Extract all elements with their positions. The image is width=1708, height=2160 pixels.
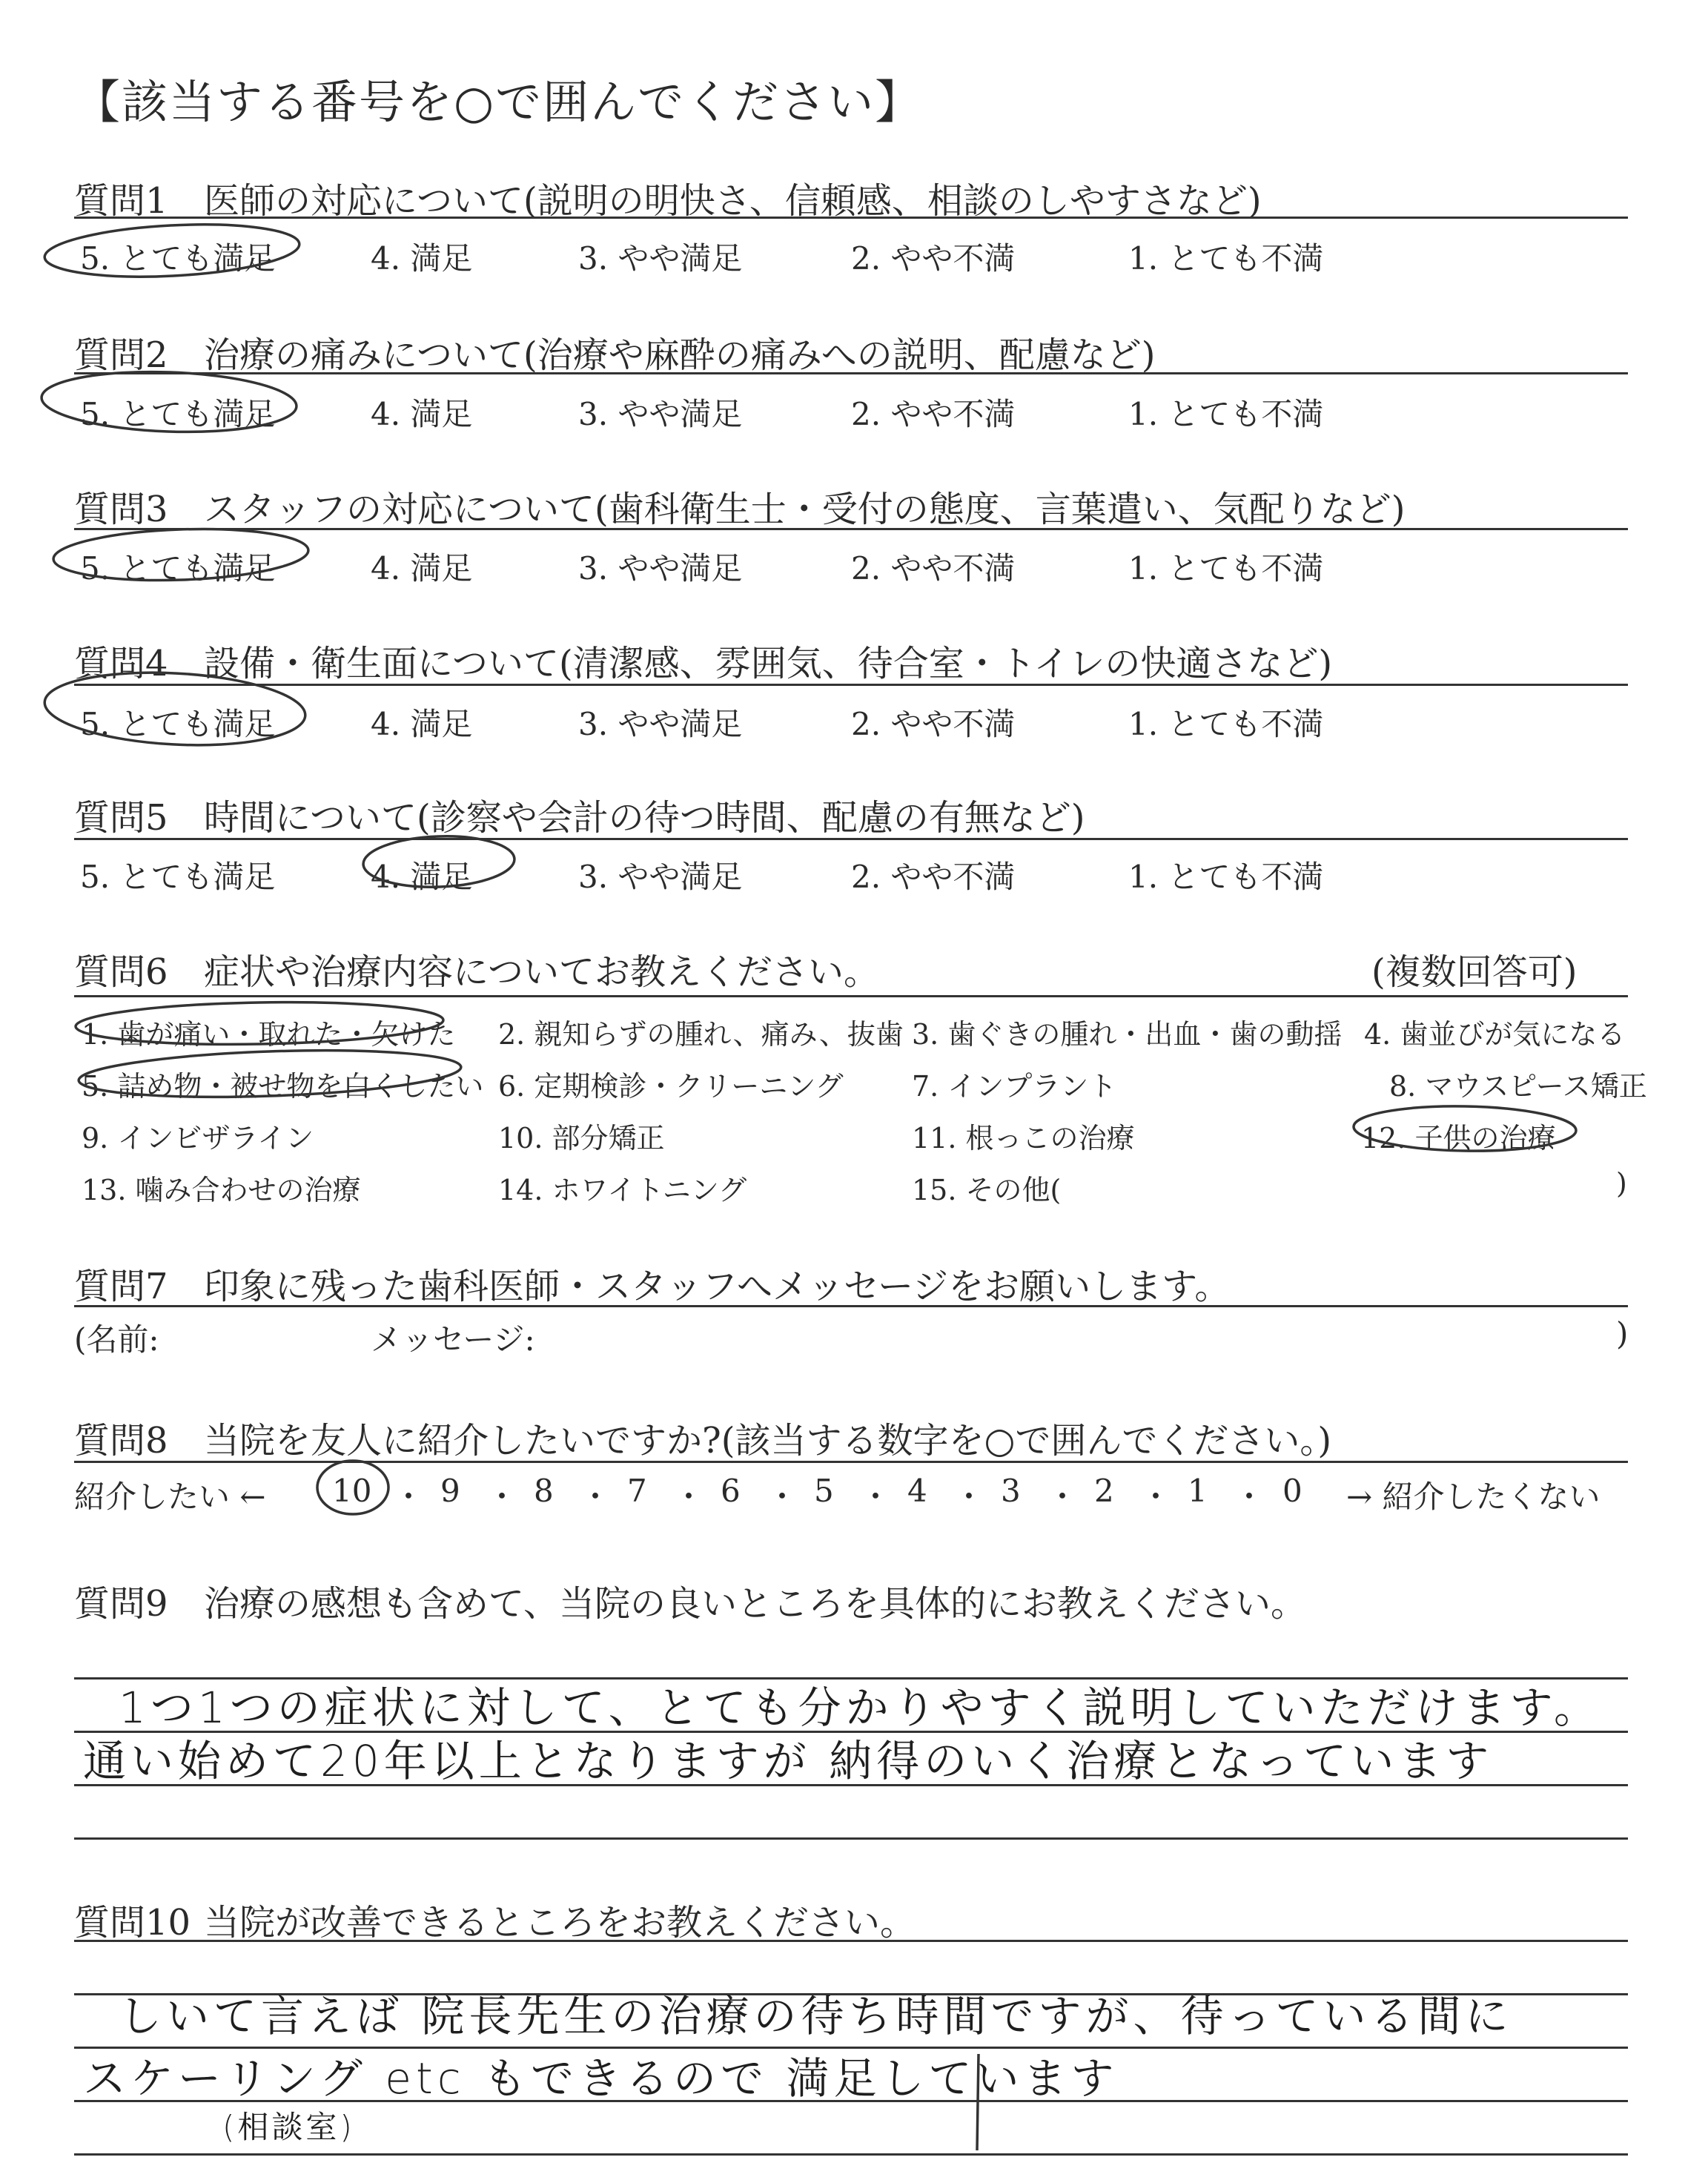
separator-dot: ・ — [1234, 1479, 1265, 1515]
name-label: (名前: — [74, 1321, 159, 1358]
question-text: 設備・衛生面について(清潔感、雰囲気、待合室・トイレの快適さなど) — [204, 643, 1333, 684]
q5-option-1[interactable]: 1. とても不満 — [1128, 859, 1324, 895]
question-number: 質問4 — [74, 643, 168, 684]
recommend-label: 紹介したい ← — [74, 1479, 266, 1515]
q1-option-4[interactable]: 4. 満足 — [371, 240, 473, 277]
separator-dot: ・ — [767, 1479, 798, 1515]
separator-dot: ・ — [486, 1479, 518, 1515]
q3-option-4[interactable]: 4. 満足 — [371, 550, 473, 587]
q4-option-5[interactable]: 5. とても満足 — [80, 706, 276, 742]
q6-option-12[interactable]: 12. 子供の治療 — [1361, 1122, 1556, 1155]
q6-option-3[interactable]: 3. 歯ぐきの腫れ・出血・歯の動揺 — [912, 1018, 1343, 1051]
question-text: 当院を友人に紹介したいですか?(該当する数字を○で囲んでください。) — [204, 1420, 1332, 1462]
q1-selection-circle — [43, 219, 300, 283]
handwritten-answer-line-1: 1つ1つの症状に対して、とても分かりやすく説明していただけます。 — [119, 1682, 1602, 1733]
q1-option-5[interactable]: 5. とても満足 — [80, 240, 276, 277]
q1-option-3[interactable]: 3. やや満足 — [578, 240, 743, 277]
q3-option-1[interactable]: 1. とても不満 — [1128, 550, 1324, 587]
question-number: 質問9 — [74, 1583, 168, 1625]
q6-option-10[interactable]: 10. 部分矯正 — [498, 1122, 665, 1155]
q6-option-6[interactable]: 6. 定期検診・クリーニング — [498, 1070, 844, 1103]
question-text: 印象に残った歯科医師・スタッフへメッセージをお願いします。 — [204, 1266, 1231, 1307]
handwritten-answer-line-1: しいて言えば 院長先生の治療の待ち時間ですが、待っている間に — [119, 1991, 1513, 2041]
handwritten-answer-line-2: 通い始めて20年以上となりますが 納得のいく治療となっています — [83, 1736, 1494, 1786]
q5-selection-circle — [363, 833, 515, 889]
score-7[interactable]: 7 — [627, 1473, 647, 1509]
question-number: 質問6 — [74, 951, 168, 993]
question-number: 質問8 — [74, 1420, 168, 1462]
question-text: 症状や治療内容についてお教えください。 — [204, 951, 880, 993]
q6-option-5[interactable]: 5. 詰め物・被せ物を白くしたい — [82, 1070, 484, 1103]
q2-option-5[interactable]: 5. とても満足 — [80, 396, 276, 432]
question-text: 治療の痛みについて(治療や麻酔の痛みへの説明、配慮など) — [204, 334, 1156, 376]
q6-option-12-circle — [1353, 1104, 1576, 1152]
page-title: 【該当する番号を○で囲んでください】 — [74, 75, 923, 129]
question-text: 時間について(診察や会計の待つ時間、配慮の有無など) — [204, 797, 1085, 839]
score-2[interactable]: 2 — [1094, 1473, 1114, 1509]
q6-option-11[interactable]: 11. 根っこの治療 — [912, 1122, 1135, 1155]
question-number: 質問10 — [74, 1902, 191, 1943]
q3-option-5[interactable]: 5. とても満足 — [80, 550, 276, 587]
separator-dot: ・ — [1140, 1479, 1172, 1515]
q6-option-9[interactable]: 9. インビザライン — [82, 1122, 314, 1155]
message-close-paren: ) — [1616, 1315, 1629, 1352]
q2-option-3[interactable]: 3. やや満足 — [578, 396, 743, 432]
handwritten-answer-line-2: スケーリング etc もできるので 満足しています — [83, 2053, 1119, 2104]
q3-option-2[interactable]: 2. やや不満 — [851, 550, 1016, 587]
question-text: 医師の対応について(説明の明快さ、信頼感、相談のしやすさなど) — [204, 180, 1262, 222]
q4-option-2[interactable]: 2. やや不満 — [851, 706, 1016, 742]
q4-option-1[interactable]: 1. とても不満 — [1128, 706, 1324, 742]
question-number: 質問7 — [74, 1266, 168, 1307]
score-6[interactable]: 6 — [721, 1473, 741, 1509]
q5-option-2[interactable]: 2. やや不満 — [851, 859, 1016, 895]
separator-dot: ・ — [953, 1479, 985, 1515]
separator-dot: ・ — [393, 1479, 425, 1515]
other-close-paren: ) — [1616, 1167, 1627, 1200]
q6-option-1[interactable]: 1. 歯が痛い・取れた・欠けた — [82, 1018, 456, 1051]
score-3[interactable]: 3 — [1001, 1473, 1021, 1509]
question-number: 質問1 — [74, 180, 168, 222]
q10-stroke — [977, 2054, 979, 2150]
separator-dot: ・ — [580, 1479, 612, 1515]
q2-option-4[interactable]: 4. 満足 — [371, 396, 473, 432]
question-text: スタッフの対応について(歯科衛生士・受付の態度、言葉遣い、気配りなど) — [204, 489, 1406, 530]
q2-option-2[interactable]: 2. やや不満 — [851, 396, 1016, 432]
question-number: 質問3 — [74, 489, 168, 530]
score-0[interactable]: 0 — [1282, 1473, 1302, 1509]
q6-option-5-circle — [78, 1045, 462, 1103]
q3-option-3[interactable]: 3. やや満足 — [578, 550, 743, 587]
separator-dot: ・ — [1047, 1479, 1079, 1515]
q4-option-4[interactable]: 4. 満足 — [371, 706, 473, 742]
q6-option-4[interactable]: 4. 歯並びが気になる — [1364, 1018, 1626, 1051]
q3-selection-circle — [53, 525, 309, 584]
q6-option-15[interactable]: 15. その他( — [912, 1174, 1062, 1206]
question-text: 治療の感想も含めて、当院の良いところを具体的にお教えください。 — [204, 1583, 1307, 1625]
q6-option-14[interactable]: 14. ホワイトニング — [498, 1174, 747, 1206]
question-number: 質問2 — [74, 334, 168, 376]
q6-option-7[interactable]: 7. インプラント — [912, 1070, 1117, 1103]
score-4[interactable]: 4 — [907, 1473, 927, 1509]
question-number: 質問5 — [74, 797, 168, 839]
score-9[interactable]: 9 — [440, 1473, 460, 1509]
separator-dot: ・ — [673, 1479, 705, 1515]
q4-selection-circle — [43, 667, 308, 751]
q4-option-3[interactable]: 3. やや満足 — [578, 706, 743, 742]
q5-option-4[interactable]: 4. 満足 — [371, 859, 473, 895]
message-label: メッセージ: — [371, 1321, 535, 1358]
score-5[interactable]: 5 — [814, 1473, 834, 1509]
question-text: 当院が改善できるところをお教えください。 — [204, 1902, 916, 1943]
q1-option-1[interactable]: 1. とても不満 — [1128, 240, 1324, 277]
q8-selection-circle — [317, 1461, 388, 1514]
q5-option-3[interactable]: 3. やや満足 — [578, 859, 743, 895]
q1-option-2[interactable]: 2. やや不満 — [851, 240, 1016, 277]
handwritten-annotation: (相談室) — [222, 2109, 355, 2145]
multiple-answers-note: (複数回答可) — [1371, 951, 1578, 993]
score-8[interactable]: 8 — [534, 1473, 554, 1509]
q6-option-2[interactable]: 2. 親知らずの腫れ、痛み、抜歯 — [498, 1018, 904, 1051]
not-recommend-label: → 紹介したくない — [1346, 1479, 1601, 1515]
q2-option-1[interactable]: 1. とても不満 — [1128, 396, 1324, 432]
score-1[interactable]: 1 — [1188, 1473, 1208, 1509]
score-10[interactable]: 10 — [332, 1473, 372, 1509]
separator-dot: ・ — [860, 1479, 892, 1515]
q6-option-1-circle — [76, 1000, 444, 1048]
q5-option-5[interactable]: 5. とても満足 — [80, 859, 276, 895]
q2-selection-circle — [41, 368, 298, 436]
q6-option-13[interactable]: 13. 噛み合わせの治療 — [82, 1174, 361, 1206]
q6-option-8[interactable]: 8. マウスピース矯正 — [1389, 1070, 1647, 1103]
